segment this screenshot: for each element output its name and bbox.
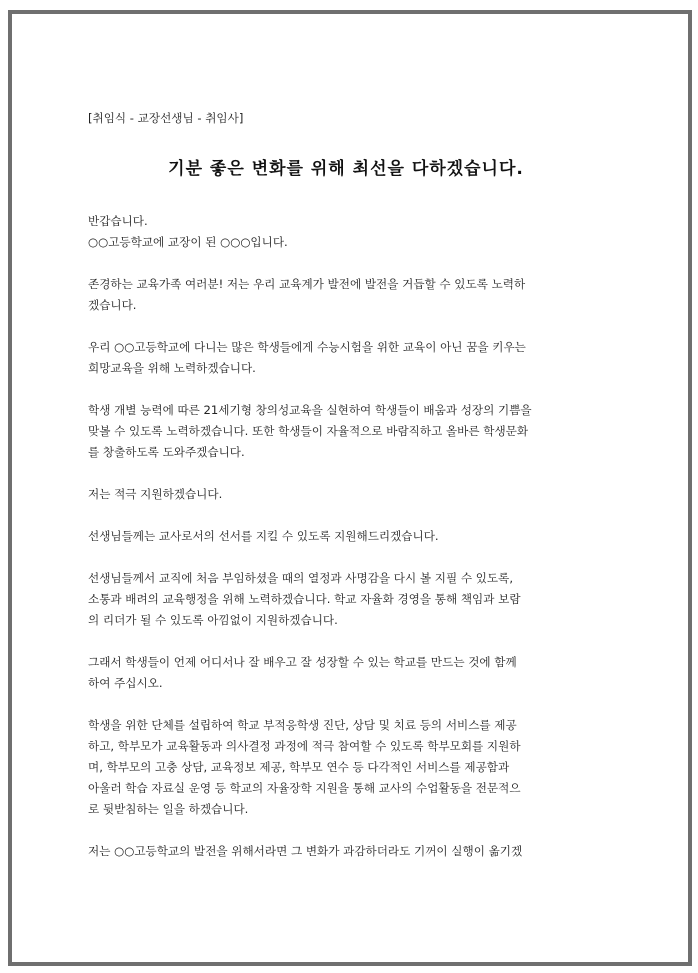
paragraph-line: 학생 개별 능력에 따른 21세기형 창의성교육을 실현하여 학생들이 배움과 성장의 기쁨을 bbox=[88, 403, 532, 417]
greeting bbox=[88, 211, 604, 253]
header-label: [취임식 - 교장선생님 - 취임사] bbox=[88, 111, 244, 125]
paragraph-line: 의 리더가 될 수 있도록 아낌없이 지원하겠습니다. bbox=[88, 613, 338, 627]
paragraph-line: 맞볼 수 있도록 노력하겠습니다. 또한 학생들이 자율적으로 바람직하고 올바른 학생문화 bbox=[88, 424, 529, 438]
paragraph-line: 선생님들께는 교사로서의 선서를 지킬 수 있도록 지원해드리겠습니다. bbox=[88, 529, 439, 543]
paragraph-line: 하고, 학부모가 교육활동과 의사결정 과정에 적극 참여할 수 있도록 학부모회를 지원하 bbox=[88, 739, 521, 753]
paragraph-line: 하여 주십시오. bbox=[88, 676, 163, 690]
document-page bbox=[88, 108, 604, 862]
greeting-line: 반갑습니다. bbox=[88, 214, 148, 228]
paragraph bbox=[88, 337, 604, 379]
paragraph-line: 며, 학부모의 고충 상담, 교육정보 제공, 학부모 연수 등 다각적인 서비스를 제공함과 bbox=[88, 760, 510, 774]
paragraph-line: 학생을 위한 단체를 설립하여 학교 부적응학생 진단, 상담 및 치료 등의 서비스를 제공 bbox=[88, 718, 517, 732]
paragraph-line: 를 창출하도록 도와주겠습니다. bbox=[88, 445, 245, 459]
paragraph-line: 우리 ○○고등학교에 다니는 많은 학생들에게 수능시험을 위한 교육이 아닌 꿈을 키우는 bbox=[88, 340, 526, 354]
paragraph bbox=[88, 568, 604, 631]
paragraph-line: 존경하는 교육가족 여러분! 저는 우리 교육계가 발전에 발전을 거듭할 수 있도록 노력하 bbox=[88, 277, 526, 291]
paragraph-line: 로 뒷받침하는 일을 하겠습니다. bbox=[88, 802, 249, 816]
paragraph-line: 저는 ○○고등학교의 발전을 위해서라면 그 변화가 과감하더라도 기꺼이 실행이 옮기겠 bbox=[88, 844, 523, 858]
paragraph bbox=[88, 526, 604, 547]
paragraph bbox=[88, 652, 604, 694]
paragraph-line: 저는 적극 지원하겠습니다. bbox=[88, 487, 223, 501]
paragraph-line: 겠습니다. bbox=[88, 298, 137, 312]
paragraph-line: 그래서 학생들이 언제 어디서나 잘 배우고 잘 성장할 수 있는 학교를 만드는 것에 함께 bbox=[88, 655, 517, 669]
paragraph-line: 소통과 배려의 교육행정을 위해 노력하겠습니다. 학교 자율화 경영을 통해 책임과 보람 bbox=[88, 592, 521, 606]
paragraph-line: 선생님들께서 교직에 처음 부임하셨을 때의 열정과 사명감을 다시 볼 지필 수 있도록, bbox=[88, 571, 514, 585]
paragraph bbox=[88, 715, 604, 820]
paragraph-line: 아울러 학습 자료실 운영 등 학교의 자율장학 지원을 통해 교사의 수업활동을 전문적으 bbox=[88, 781, 521, 795]
paragraph bbox=[88, 841, 604, 862]
paragraph bbox=[88, 484, 604, 505]
paragraph bbox=[88, 400, 604, 463]
paragraph-line: 희망교육을 위해 노력하겠습니다. bbox=[88, 361, 256, 375]
paragraph bbox=[88, 274, 604, 316]
document-title: 기분 좋은 변화를 위해 최선을 다하겠습니다. bbox=[168, 159, 524, 179]
greeting-line: ○○고등학교에 교장이 된 ○○○입니다. bbox=[88, 235, 288, 249]
